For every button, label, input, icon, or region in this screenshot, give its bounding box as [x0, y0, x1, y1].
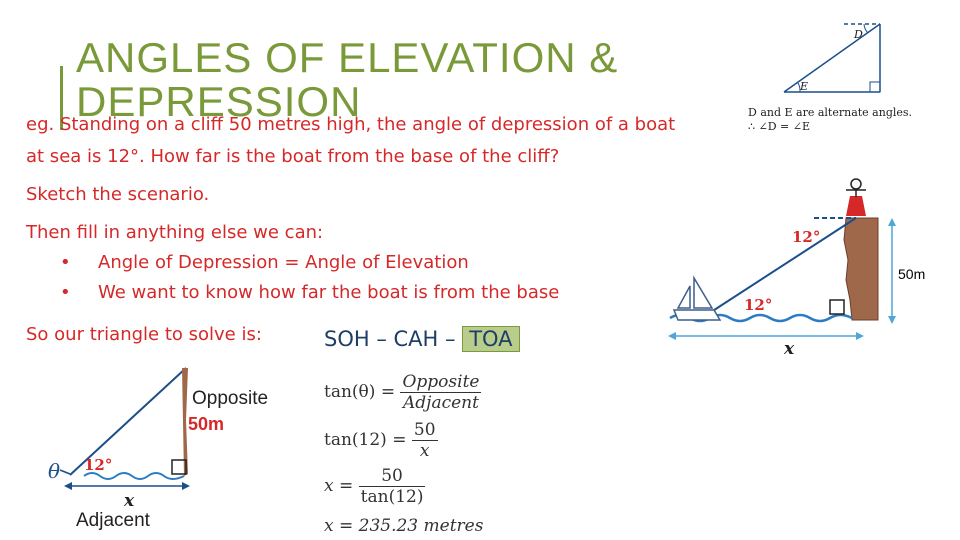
working-line-3: [324, 466, 425, 507]
scenario-angle-bottom: 12°: [744, 296, 773, 314]
label-e: E: [800, 80, 809, 93]
cliff: [844, 218, 878, 320]
triangle-base-x: x: [124, 491, 135, 511]
scenario-angle-top: 12°: [792, 228, 821, 246]
slide-title: ANGLES OF ELEVATION & DEPRESSION: [76, 34, 619, 125]
label-d: D: [854, 28, 863, 41]
bullet-dot: •: [60, 282, 71, 303]
working-line-3-den: tan(12): [360, 487, 424, 507]
working-line-1-den: Adjacent: [403, 393, 479, 413]
working-line-1-lhs: tan(θ) =: [324, 382, 396, 402]
bullet-dot: •: [60, 252, 71, 273]
person-icon: [846, 179, 866, 216]
adjacent-label: Adjacent: [76, 510, 150, 531]
working-line-1-num: Opposite: [402, 372, 480, 392]
scenario-distance-label: x: [784, 339, 795, 359]
theta-symbol: θ: [48, 459, 61, 483]
opposite-label: Opposite: [192, 388, 269, 409]
working-line-3-num: 50: [359, 466, 426, 487]
scenario-height-label: 50m: [898, 266, 926, 282]
toa-highlight: TOA: [462, 326, 519, 352]
caption-line-1: D and E are alternate angles.: [748, 106, 913, 119]
fill-in-instruction: Then fill in anything else we can:: [26, 222, 324, 243]
triangle-angle: 12°: [84, 456, 113, 474]
working-line-2-lhs: tan(12) =: [324, 430, 407, 450]
problem-line-1: eg. Standing on a cliff 50 metres high, the angle of depression of a boat: [26, 114, 676, 135]
caption-line-2: ∴ ∠D = ∠E: [748, 120, 810, 133]
sketch-instruction: Sketch the scenario.: [26, 184, 210, 205]
soh-cah-toa: [324, 327, 520, 351]
inset-caption: [748, 106, 912, 134]
boat-icon: [674, 278, 720, 320]
working-line-1: [324, 372, 481, 413]
triangle-height-label: 50m: [188, 414, 225, 434]
problem-line-2: at sea is 12°. How far is the boat from the base of the cliff?: [26, 146, 560, 167]
solve-triangle: [40, 360, 240, 520]
working-line-4: x = 235.23 metres: [324, 516, 484, 536]
alternate-angles-diagram: [756, 14, 916, 98]
triangle-intro: So our triangle to solve is:: [26, 324, 262, 345]
bullet-item-2: We want to know how far the boat is from the base: [98, 282, 560, 303]
soh-cah-text: SOH – CAH –: [324, 327, 456, 351]
working-line-2-den: x: [419, 441, 430, 461]
bullet-item-1: Angle of Depression = Angle of Elevation: [98, 252, 469, 273]
working-line-2: [324, 420, 438, 461]
working-line-2-num: 50: [413, 420, 436, 440]
cliff-scenario-sketch: [660, 160, 950, 360]
working-line-3-lhs: x =: [324, 476, 354, 496]
